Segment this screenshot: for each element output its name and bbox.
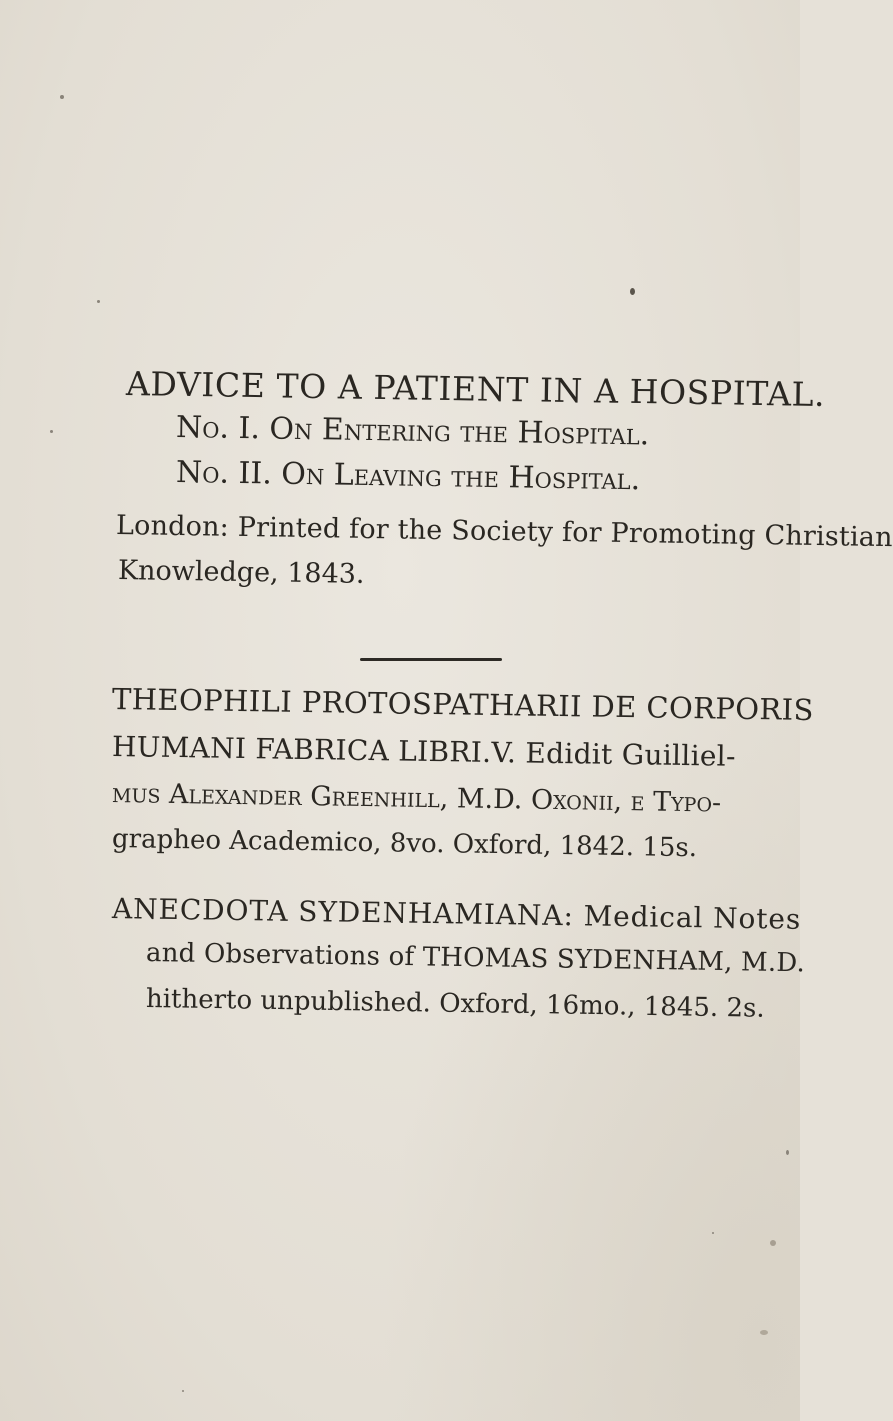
paper-speck xyxy=(60,95,64,99)
paper-speck xyxy=(712,1232,714,1234)
paper-speck xyxy=(182,1390,184,1392)
paper-speck xyxy=(786,1150,789,1155)
paper-speck xyxy=(760,1330,768,1335)
entry-3-line-3: hitherto unpublished. Oxford, 16mo., 1845. 2s. xyxy=(145,984,765,1024)
entry-3-line-2: and Observations of THOMAS SYDENHAM, M.D. xyxy=(145,938,806,979)
entry-3-line-1: ANECDOTA SYDENHAMIANA: Medical Notes xyxy=(111,892,802,936)
entry-2-line-4: grapheo Academico, 8vo. Oxford, 1842. 15s. xyxy=(111,824,698,864)
entry-1-title: ADVICE TO A PATIENT IN A HOSPITAL. xyxy=(125,364,826,414)
entry-1-part-2: No. II. On Leaving the Hospital. xyxy=(175,455,641,498)
entry-2-line-2: HUMANI FABRICA LIBRI.V. Edidit Guilliel- xyxy=(111,730,736,773)
entry-2-line-3: mus Alexander Greenhill, M.D. Oxonii, e Typo- xyxy=(111,778,722,819)
paper-speck xyxy=(630,288,635,295)
paper-speck xyxy=(50,430,53,433)
entry-1-part-1: No. I. On Entering the Hospital. xyxy=(175,410,650,453)
paper-speck xyxy=(770,1240,776,1246)
entry-1-imprint-line-1: London: Printed for the Society for Promoting Christian xyxy=(115,510,893,554)
entry-2-line-1: THEOPHILI PROTOSPATHARII DE CORPORIS xyxy=(111,682,815,728)
entry-1-imprint-line-2: Knowledge, 1843. xyxy=(117,555,365,590)
paper-speck xyxy=(97,300,100,303)
section-divider xyxy=(360,658,502,661)
